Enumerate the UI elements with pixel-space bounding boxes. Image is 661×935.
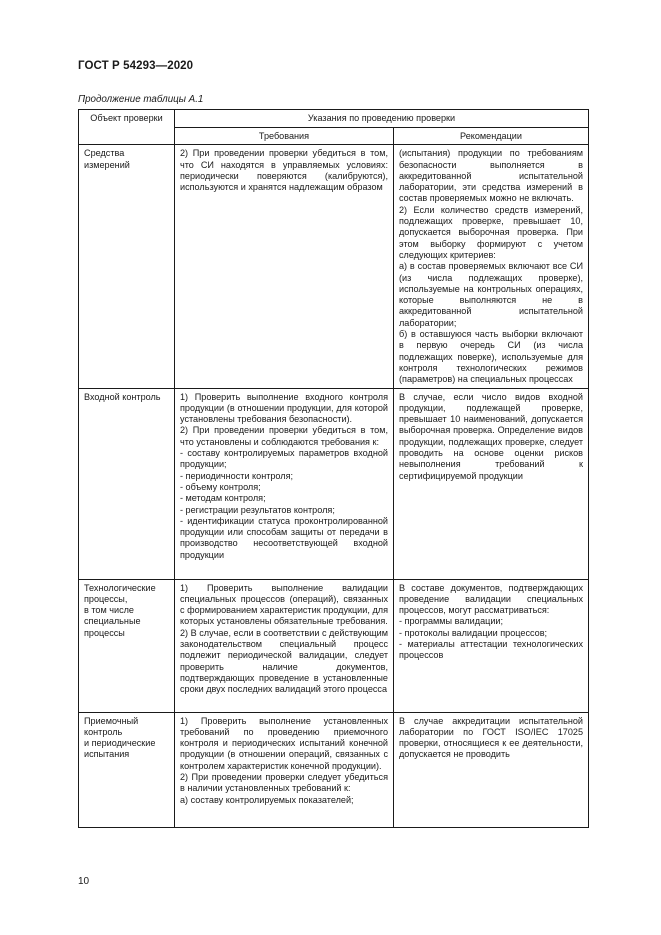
object-line: специальные [84,616,141,627]
requirements-cell [175,145,394,388]
table-row [79,145,589,388]
document-code: ГОСТ Р 54293—2020 [78,60,194,72]
requirement-item: а) составу контролируемых показателей; [180,794,354,805]
recommendation-item: - протоколы валидации процессов; [399,627,548,638]
header-instructions: Указания по проведению проверки [175,110,589,128]
object-line: испытания [84,749,130,760]
recommendation-item: В случае аккредитации испытательной лаборатории по ГОСТ ISO/IEC 17025 проверки, относящиеся к ее деятельности, допускается не проводить [399,715,584,760]
recommendation-item: б) в оставшуюся часть выборки включают в первую очередь СИ (из числа подлежащих поверке), используемые для контроля технологических режимов (параметров) на специальных процессах [399,329,584,385]
requirement-item: - периодичности контроля; [180,470,294,481]
header-requirements: Требования [175,128,394,145]
requirement-item: - методам контроля; [180,493,266,504]
requirement-item: 1) Проверить выполнение валидации специальных процессов (операций), связанных с формированием характеристик продукции, для которых установлены обязательные требования. [180,582,388,627]
header-object: Объект проверки [79,110,175,145]
object-line: Средства [84,148,125,159]
requirement-item: - идентификации статуса проконтролированной продукции или способам защиты от передачи в производство несоответствующей входной продукции [180,515,388,560]
requirement-item: 2) При проведении проверки следует убедиться в наличии установленных требований к: [180,772,388,794]
object-line: Приемочный [84,715,139,726]
requirement-item: - регистрации результатов контроля; [180,504,335,515]
requirement-item: 2) При проведении проверки убедиться в том, что СИ находятся в управляемых условиях: периодически поверяются (калибруются), используются и хранятся надлежащим образом [180,148,388,193]
object-line: в том числе [84,605,134,616]
requirement-item: 1) Проверить выполнение установленных требований по проведению приемочного контроля и периодических испытаний конечной продукции (в отношении операций, связанных с контролем характеристик конечной продукции). [180,715,388,771]
recommendation-item: В случае, если число видов входной продукции, подлежащей проверке, превышает 10 наименований, допускается выборочная проверка. Определение видов продукции, подлежащих проверке, следует проводить на основе оценки рисков невыполнения требований к сертифицируемой продукции [399,391,584,481]
requirements-cell [175,388,394,579]
requirement-item: 2) При проведении проверки убедиться в том, что установлены и соблюдаются требования к: [180,425,388,447]
object-cell [79,388,175,579]
recommendations-cell [394,579,589,712]
object-cell [79,712,175,827]
page-number: 10 [78,876,90,887]
recommendation-item: В составе документов, подтверждающих проведение валидации специальных процессов, могут рассматриваться: [399,582,584,616]
object-line: контроль [84,726,123,737]
object-line: процессы [84,627,125,638]
recommendation-item: 2) Если количество средств измерений, подлежащих проверке, превышает 10, допускается выборочная проверка. При этом выборку формируют с учетом следующих критериев: [399,204,584,260]
requirement-item: 1) Проверить выполнение входного контроля продукции (в отношении продукции, для которой установлены требования безопасности). [180,391,388,425]
object-line: процессы, [84,593,128,604]
requirement-item: - объему контроля; [180,481,261,492]
requirement-item: - составу контролируемых параметров входной продукции; [180,448,388,470]
table-caption: Продолжение таблицы А.1 [78,94,204,105]
recommendation-item: - материалы аттестации технологических процессов [399,639,584,661]
table-row [79,712,589,827]
requirement-item: 2) В случае, если в соответствии с действующим законодательством специальный процесс подлежит периодической валидации, следует проверить наличие документов, подтверждающих проведение в установленные сроки двух последних валидаций этого процесса [180,627,388,695]
recommendations-cell [394,145,589,388]
requirements-cell [175,579,394,712]
requirements-cell [175,712,394,827]
inspection-table [78,109,589,828]
recommendations-cell [394,388,589,579]
recommendation-item: - программы валидации; [399,616,504,627]
object-line: Технологические [84,582,156,593]
object-cell [79,579,175,712]
header-recommendations: Рекомендации [394,128,589,145]
table-row [79,579,589,712]
table-row [79,388,589,579]
recommendations-cell [394,712,589,827]
recommendation-item: (испытания) продукции по требованиям безопасности выполняется в аккредитованной испытательной лаборатории, эти средства измерений в состав проверяемых можно не включать. [399,148,584,204]
recommendation-item: а) в состав проверяемых включают все СИ (из числа подлежащих проверке), используемые на контрольных операциях, которые выполняются не в аккредитованной испытательной лаборатории; [399,261,584,328]
object-line: измерений [84,159,130,170]
object-line: Входной контроль [84,391,161,402]
object-line: и периодические [84,738,156,749]
object-cell [79,145,175,388]
